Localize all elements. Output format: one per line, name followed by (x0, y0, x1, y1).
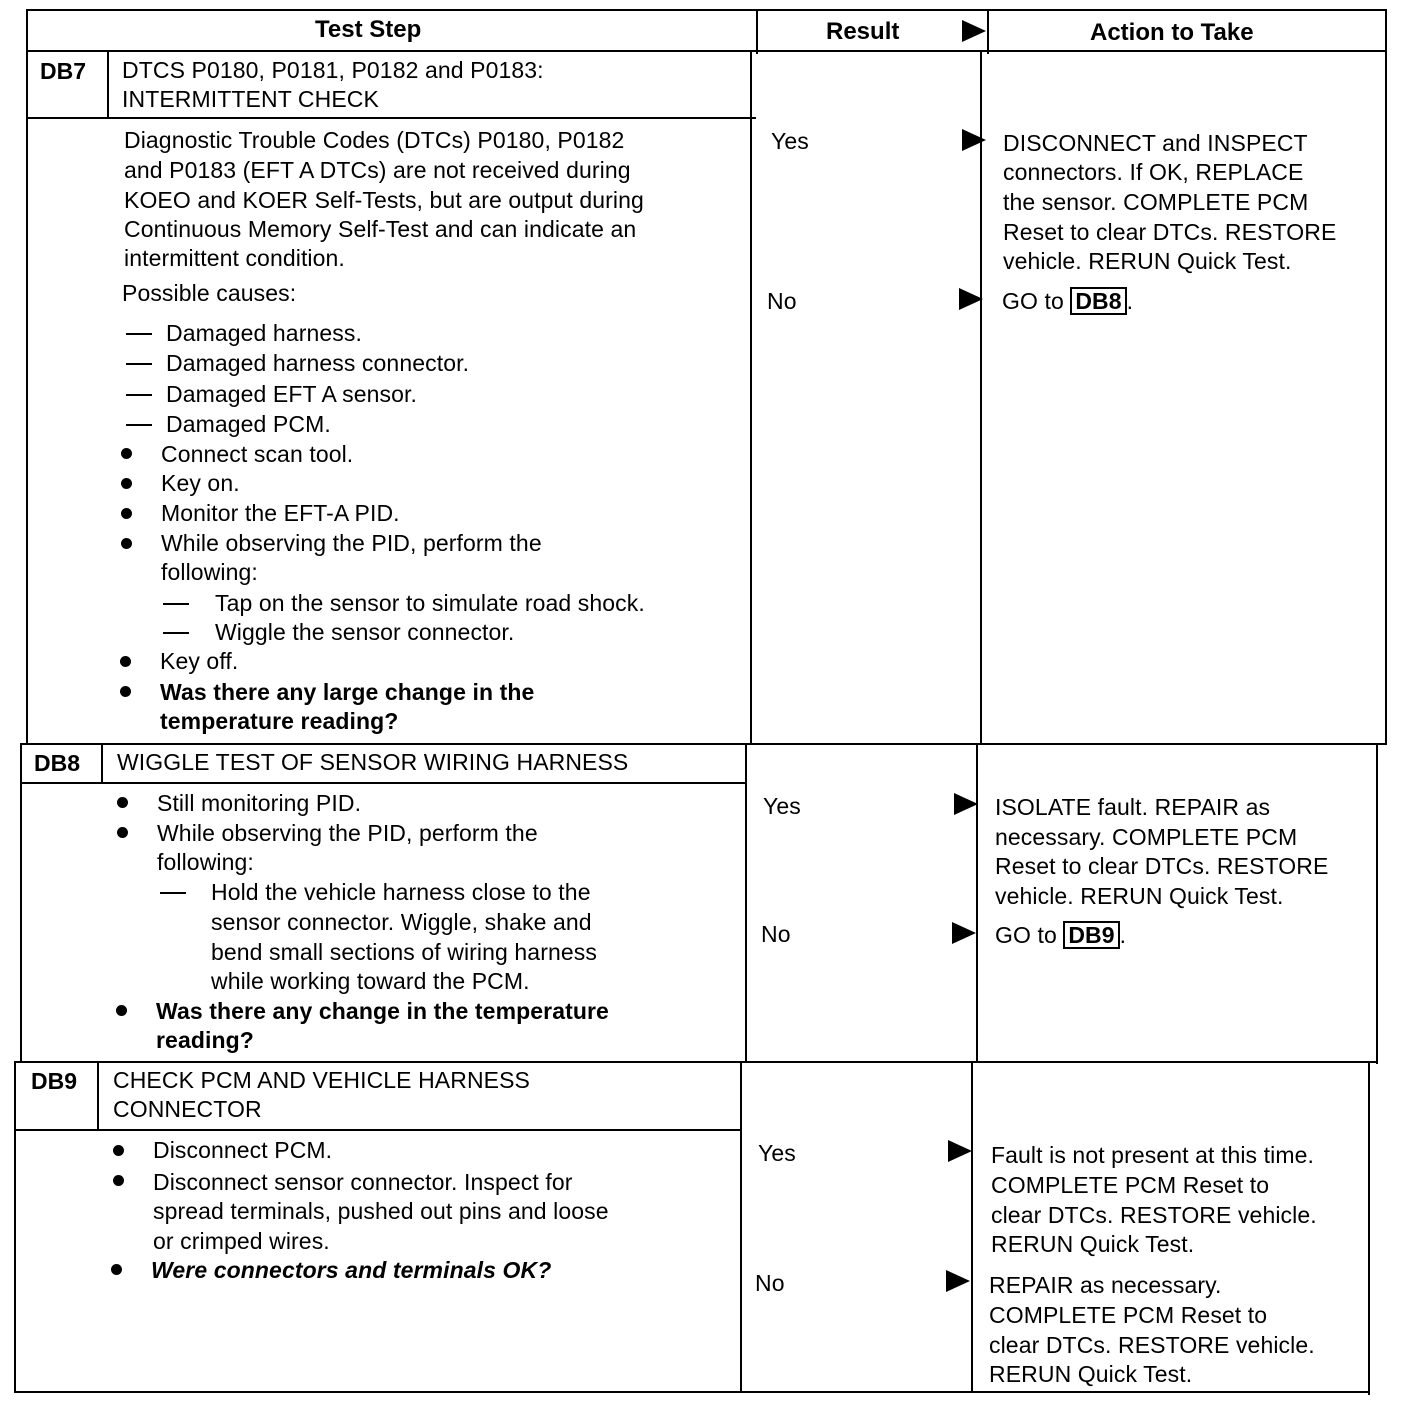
db9-step-1: Disconnect PCM. (153, 1137, 333, 1163)
bullet-icon (113, 1145, 124, 1156)
col-divider-step-result-4 (740, 1061, 742, 1393)
db8-title: WIGGLE TEST OF SENSOR WIRING HARNESS (117, 749, 629, 775)
db8-no-action-prefix: GO to (995, 922, 1064, 948)
header-divider (26, 50, 1387, 52)
db7-yes-action-line-3: the sensor. COMPLETE PCM (1003, 189, 1309, 215)
db7-no-action-prefix: GO to (1002, 288, 1071, 314)
db7-causes-label: Possible causes: (122, 280, 297, 306)
table-border-left-2 (20, 743, 22, 1061)
db8-no-arrow-icon (952, 922, 976, 944)
db7-result-yes: Yes (771, 128, 809, 154)
db9-no-arrow-icon (946, 1270, 970, 1292)
db8-substep-line-3: bend small sections of wiring harness (211, 939, 597, 965)
db7-step-3: Monitor the EFT-A PID. (161, 500, 400, 526)
db9-result-yes: Yes (758, 1140, 796, 1166)
dash-icon (126, 363, 152, 365)
db8-yes-action-line-3: Reset to clear DTCs. RESTORE (995, 853, 1329, 879)
col-divider-result-action-1 (987, 9, 989, 54)
db9-title-divider (14, 1129, 742, 1131)
bullet-icon (121, 538, 132, 549)
db8-title-divider (20, 782, 747, 784)
table-border-left-1 (26, 9, 28, 744)
col-divider-step-result-2 (750, 50, 752, 745)
header-arrow-icon (962, 20, 986, 42)
db8-question-line-1: Was there any change in the temperature (156, 998, 609, 1024)
bullet-icon (121, 448, 132, 459)
db8-link[interactable]: DB8 (1070, 287, 1126, 315)
db7-cause-1: Damaged harness. (166, 320, 362, 346)
col-divider-result-action-2 (980, 50, 982, 745)
db7-desc-line-5: intermittent condition. (124, 245, 345, 271)
db9-link[interactable]: DB9 (1063, 921, 1119, 949)
db7-cause-4: Damaged PCM. (166, 411, 331, 437)
db7-step-2: Key on. (161, 470, 240, 496)
db7-yes-action-line-2: connectors. If OK, REPLACE (1003, 159, 1304, 185)
bullet-icon (117, 797, 128, 808)
bullet-icon (113, 1175, 124, 1186)
dash-icon (126, 333, 152, 335)
db8-step-2-line-2: following: (157, 849, 254, 875)
db8-id-divider (101, 743, 103, 783)
table-border-right-2 (1376, 743, 1378, 1064)
db7-id-divider (107, 50, 109, 118)
db7-question-line-1: Was there any large change in the (160, 679, 535, 705)
db7-db8-divider (20, 743, 1386, 745)
db8-step-2-line-1: While observing the PID, perform the (157, 820, 538, 846)
bullet-icon (111, 1264, 122, 1275)
db7-no-action (1002, 287, 1133, 317)
table-border-right-1 (1385, 9, 1387, 745)
db7-desc-line-3: KOEO and KOER Self-Tests, but are output during (124, 187, 644, 213)
db9-title-line-2: CONNECTOR (113, 1096, 262, 1122)
db8-step-id: DB8 (34, 750, 81, 776)
db9-no-action-line-1: REPAIR as necessary. (989, 1272, 1222, 1298)
bullet-icon (117, 827, 128, 838)
db7-yes-action-line-5: vehicle. RERUN Quick Test. (1003, 248, 1292, 274)
db8-question-line-2: reading? (156, 1027, 254, 1053)
db7-desc-line-4: Continuous Memory Self-Test and can indicate an (124, 216, 637, 242)
bullet-icon (120, 656, 131, 667)
db8-substep-line-2: sensor connector. Wiggle, shake and (211, 909, 592, 935)
bullet-icon (121, 478, 132, 489)
db9-id-divider (97, 1061, 99, 1129)
db7-question-line-2: temperature reading? (160, 708, 399, 734)
db9-step-2-line-3: or crimped wires. (153, 1228, 330, 1254)
db8-yes-action-line-2: necessary. COMPLETE PCM (995, 824, 1298, 850)
dash-icon (126, 424, 152, 426)
db9-yes-action-line-3: clear DTCs. RESTORE vehicle. (991, 1202, 1317, 1228)
db7-no-arrow-icon (959, 288, 983, 310)
db8-no-action (995, 921, 1126, 951)
db7-step-4-line-2: following: (161, 559, 258, 585)
dash-icon (126, 394, 152, 396)
db7-no-action-suffix: . (1126, 288, 1134, 314)
db7-step-key-off: Key off. (160, 648, 239, 674)
db9-step-2-line-2: spread terminals, pushed out pins and loose (153, 1198, 609, 1224)
db7-desc-line-2: and P0183 (EFT A DTCs) are not received during (124, 157, 631, 183)
table-border-top (26, 9, 1387, 11)
header-test-step: Test Step (315, 16, 422, 43)
db7-cause-3: Damaged EFT A sensor. (166, 381, 417, 407)
db7-title-line-2: INTERMITTENT CHECK (122, 86, 379, 112)
db9-no-action-line-3: clear DTCs. RESTORE vehicle. (989, 1332, 1315, 1358)
db9-yes-arrow-icon (948, 1140, 972, 1162)
col-divider-step-result-1 (756, 9, 758, 54)
db8-yes-arrow-icon (954, 793, 978, 815)
db7-substep-1: Tap on the sensor to simulate road shock. (215, 590, 645, 616)
db9-yes-action-line-2: COMPLETE PCM Reset to (991, 1172, 1270, 1198)
db7-step-1: Connect scan tool. (161, 441, 354, 467)
db7-cause-2: Damaged harness connector. (166, 350, 470, 376)
db7-yes-action-line-1: DISCONNECT and INSPECT (1003, 130, 1308, 156)
db8-substep-line-4: while working toward the PCM. (211, 968, 530, 994)
db8-yes-action-line-4: vehicle. RERUN Quick Test. (995, 883, 1284, 909)
table-border-left-3 (14, 1061, 16, 1393)
db8-db9-divider (14, 1061, 1378, 1063)
db7-yes-action-line-4: Reset to clear DTCs. RESTORE (1003, 219, 1337, 245)
bullet-icon (121, 508, 132, 519)
db7-title-line-1: DTCS P0180, P0181, P0182 and P0183: (122, 57, 544, 83)
db9-no-action-line-4: RERUN Quick Test. (989, 1361, 1193, 1387)
db7-step-4-line-1: While observing the PID, perform the (161, 530, 542, 556)
db9-result-no: No (755, 1270, 785, 1296)
db7-title-divider (26, 117, 756, 119)
table-border-right-3 (1368, 1062, 1370, 1395)
bullet-icon (120, 686, 131, 697)
header-result: Result (826, 18, 900, 45)
db8-step-1: Still monitoring PID. (157, 790, 362, 816)
bullet-icon (116, 1005, 127, 1016)
db9-step-id: DB9 (31, 1068, 78, 1094)
dash-icon (163, 603, 189, 605)
db7-substep-2: Wiggle the sensor connector. (215, 619, 515, 645)
db7-yes-arrow-icon (962, 129, 986, 151)
dash-icon (160, 892, 186, 894)
db8-no-action-suffix: . (1119, 922, 1127, 948)
db8-yes-action-line-1: ISOLATE fault. REPAIR as (995, 794, 1271, 820)
db9-step-2-line-1: Disconnect sensor connector. Inspect for (153, 1169, 573, 1195)
db7-result-no: No (767, 288, 797, 314)
db9-question: Were connectors and terminals OK? (151, 1257, 552, 1283)
db7-step-id: DB7 (40, 58, 87, 84)
db7-desc-line-1: Diagnostic Trouble Codes (DTCs) P0180, P0182 (124, 127, 625, 153)
header-action: Action to Take (1090, 19, 1254, 46)
dash-icon (163, 632, 189, 634)
col-divider-step-result-3 (745, 743, 747, 1063)
db9-title-line-1: CHECK PCM AND VEHICLE HARNESS (113, 1067, 530, 1093)
col-divider-result-action-3 (976, 743, 978, 1063)
col-divider-result-action-4 (971, 1061, 973, 1393)
table-border-bottom (14, 1391, 1370, 1393)
db9-no-action-line-2: COMPLETE PCM Reset to (989, 1302, 1268, 1328)
db8-result-no: No (761, 921, 791, 947)
db8-substep-line-1: Hold the vehicle harness close to the (211, 879, 591, 905)
db8-result-yes: Yes (763, 793, 801, 819)
db9-yes-action-line-4: RERUN Quick Test. (991, 1231, 1195, 1257)
db9-yes-action-line-1: Fault is not present at this time. (991, 1142, 1314, 1168)
